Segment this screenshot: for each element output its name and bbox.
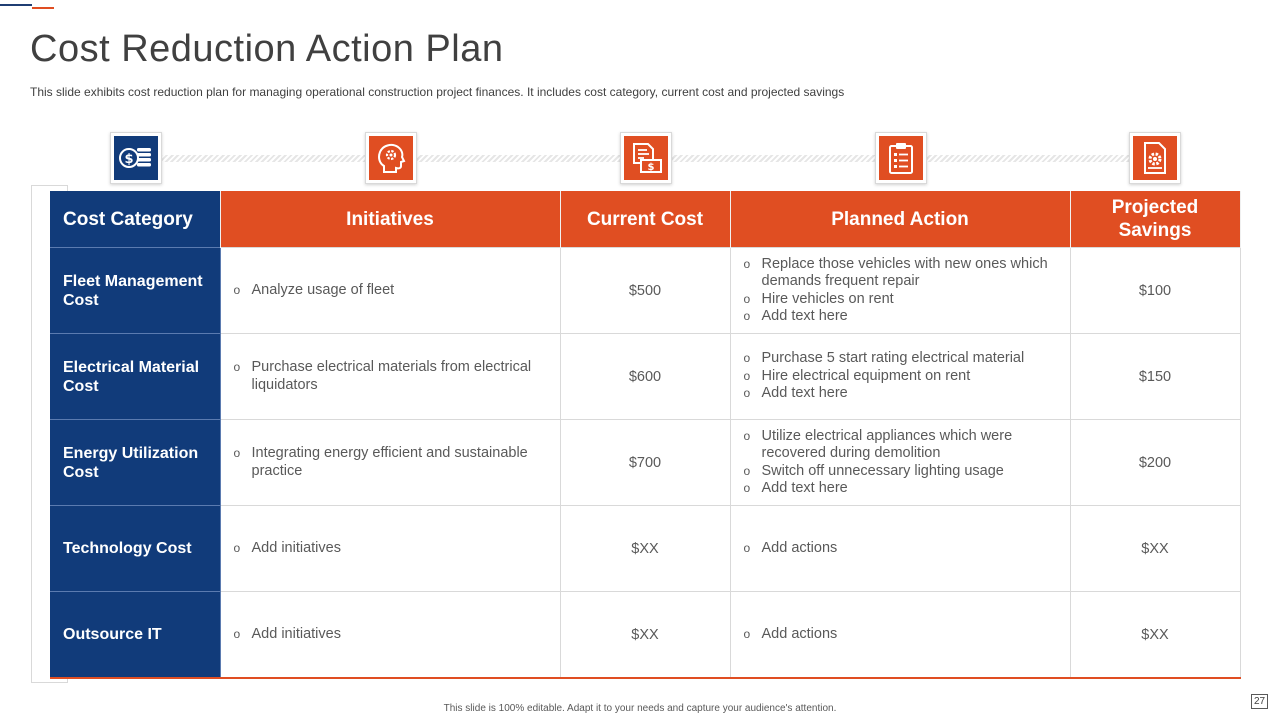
projected-savings-cell: $100 [1070,248,1240,334]
current-cost-cell: $500 [560,248,730,334]
initiative-item: o Add initiatives [221,540,552,558]
table-row [50,334,1240,420]
action-item: o Add text here [731,480,1062,498]
table-row [50,248,1240,334]
corner-accent-orange [32,7,54,9]
projected-savings-cell: $XX [1070,592,1240,679]
initiative-item: o Integrating energy efficient and sustainable practice [221,445,552,480]
table-row [50,420,1240,506]
action-item: o Add text here [731,385,1062,403]
icon-tile-current-cost [620,132,672,184]
initiative-item: o Add initiatives [221,626,552,644]
footer-note: This slide is 100% editable. Adapt it to your needs and capture your audience's attention. [443,703,837,714]
category-cell: Energy Utilization Cost [50,420,220,506]
table-row [50,506,1240,592]
header-cost-category: Cost Category [50,191,220,248]
table-row [50,592,1240,679]
header-planned-action: Planned Action [730,191,1070,248]
category-cell: Outsource IT [50,592,220,679]
current-cost-cell: $700 [560,420,730,506]
projected-savings-cell: $200 [1070,420,1240,506]
cost-plan-table [50,191,1241,679]
initiatives-cell [220,248,560,334]
planned-action-cell [730,334,1070,420]
initiatives-cell [220,334,560,420]
action-item: o Hire vehicles on rent [731,291,1062,309]
current-cost-cell: $XX [560,506,730,592]
svg-text:$: $ [647,162,655,173]
action-item: o Hire electrical equipment on rent [731,368,1062,386]
icon-tile-cost-category [110,132,162,184]
head-gear-icon [376,142,406,174]
initiative-item: o Purchase electrical materials from electrical liquidators [221,359,552,394]
header-projected-savings: Projected Savings [1070,191,1240,248]
initiatives-cell [220,592,560,679]
icon-tile-projected-savings [1129,132,1181,184]
corner-accent-blue [0,4,32,6]
page-number: 27 [1251,694,1268,709]
money-coins-icon [118,144,154,172]
action-item: o Purchase 5 start rating electrical material [731,350,1062,368]
icon-tile-initiatives [365,132,417,184]
table-header-row [50,191,1240,248]
page-title: Cost Reduction Action Plan [30,28,504,70]
clipboard-checklist-icon [887,141,915,175]
action-item: o Replace those vehicles with new ones which demands frequent repair [731,256,1062,291]
current-cost-cell: $600 [560,334,730,420]
icon-tile-planned-action [875,132,927,184]
category-cell: Electrical Material Cost [50,334,220,420]
category-cell: Fleet Management Cost [50,248,220,334]
page-subtitle: This slide exhibits cost reduction plan for managing operational construction project finances. It includes cost category, current cost and projected savings [30,85,845,99]
action-item: o Add actions [731,540,1062,558]
category-cell: Technology Cost [50,506,220,592]
planned-action-cell [730,248,1070,334]
header-initiatives: Initiatives [220,191,560,248]
projected-savings-cell: $XX [1070,506,1240,592]
action-item: o Add text here [731,308,1062,326]
current-cost-cell: $XX [560,592,730,679]
initiatives-cell [220,420,560,506]
document-gear-icon [1141,141,1169,175]
projected-savings-cell: $150 [1070,334,1240,420]
initiative-item: o Analyze usage of fleet [221,282,552,300]
planned-action-cell [730,592,1070,679]
action-item: o Utilize electrical appliances which were recovered during demolition [731,428,1062,463]
svg-text:$: $ [124,152,134,167]
initiatives-cell [220,506,560,592]
planned-action-cell [730,420,1070,506]
header-current-cost: Current Cost [560,191,730,248]
planned-action-cell [730,506,1070,592]
bill-cash-icon [629,141,663,175]
action-item: o Add actions [731,626,1062,644]
action-item: o Switch off unnecessary lighting usage [731,463,1062,481]
